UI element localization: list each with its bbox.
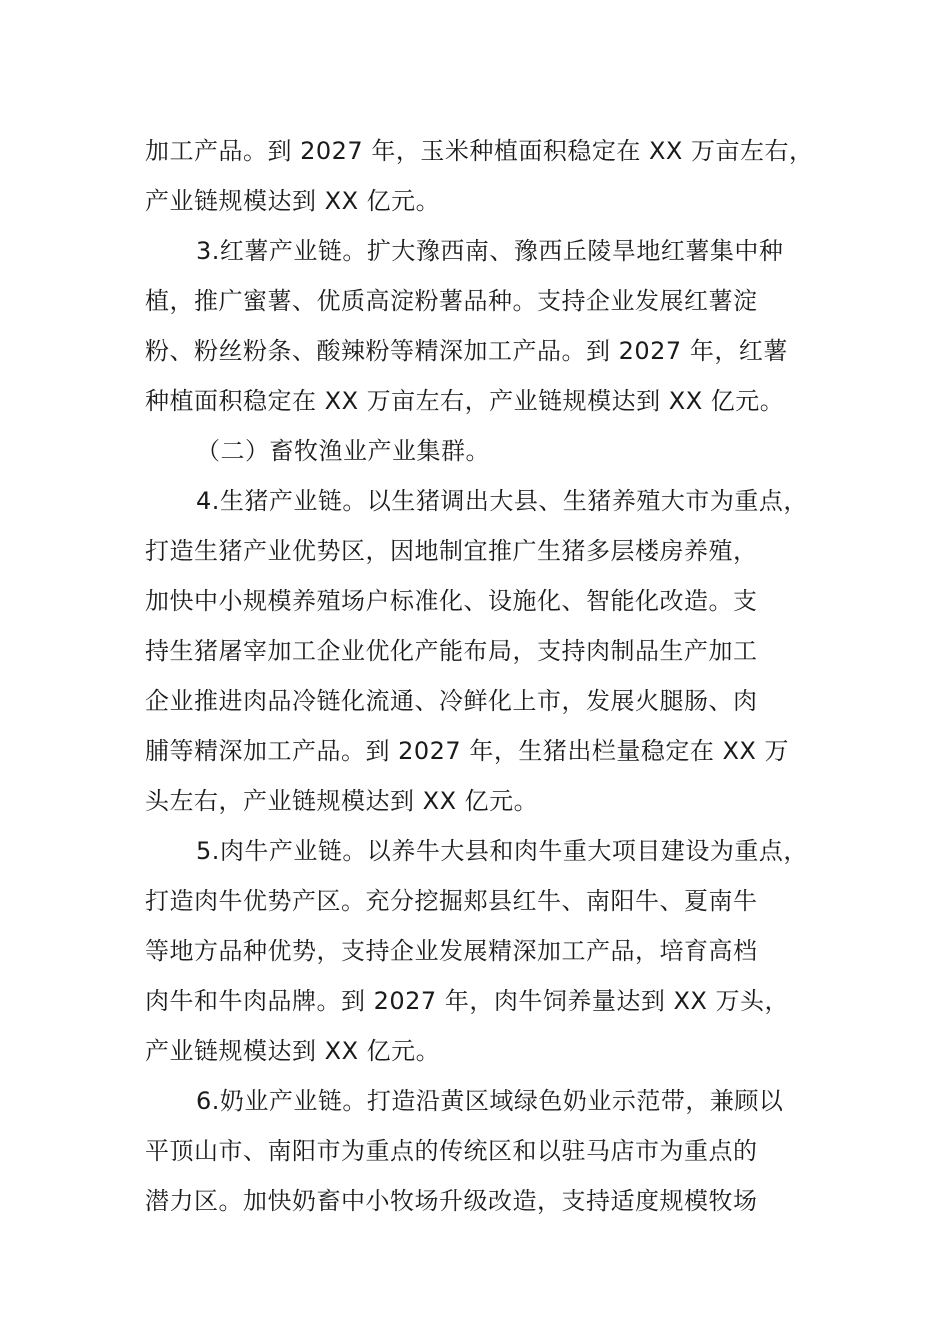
subsection-heading: （二）畜牧渔业产业集群。 <box>196 437 490 465</box>
text-line: 加快中小规模养殖场户标准化、设施化、智能化改造。支 <box>145 587 758 615</box>
text-line: 粉、粉丝粉条、酸辣粉等精深加工产品。到 2027 年，红薯 <box>145 337 788 365</box>
text-line: 脯等精深加工产品。到 2027 年，生猪出栏量稳定在 XX 万 <box>145 737 789 765</box>
section-4-heading-line: 4.生猪产业链。以生猪调出大县、生猪养殖大市为重点， <box>196 487 808 515</box>
text-line: 种植面积稳定在 XX 万亩左右，产业链规模达到 XX 亿元。 <box>145 387 785 415</box>
text-line: 持生猪屠宰加工企业优化产能布局，支持肉制品生产加工 <box>145 637 758 665</box>
text-line: 平顶山市、南阳市为重点的传统区和以驻马店市为重点的 <box>145 1137 758 1165</box>
text-line: 等地方品种优势，支持企业发展精深加工产品，培育高档 <box>145 937 758 965</box>
text-line: 肉牛和牛肉品牌。到 2027 年，肉牛饲养量达到 XX 万头， <box>145 987 789 1015</box>
text-line: 产业链规模达到 XX 亿元。 <box>145 187 441 215</box>
text-line: 加工产品。到 2027 年，玉米种植面积稳定在 XX 万亩左右， <box>145 137 814 165</box>
section-3-heading-line: 3.红薯产业链。扩大豫西南、豫西丘陵旱地红薯集中种 <box>196 237 784 265</box>
section-6-heading-line: 6.奶业产业链。打造沿黄区域绿色奶业示范带，兼顾以 <box>196 1087 784 1115</box>
text-line: 企业推进肉品冷链化流通、冷鲜化上市，发展火腿肠、肉 <box>145 687 758 715</box>
text-line: 产业链规模达到 XX 亿元。 <box>145 1037 441 1065</box>
text-line: 打造肉牛优势产区。充分挖掘郏县红牛、南阳牛、夏南牛 <box>145 887 758 915</box>
section-5-heading-line: 5.肉牛产业链。以养牛大县和肉牛重大项目建设为重点， <box>196 837 808 865</box>
text-line: 植，推广蜜薯、优质高淀粉薯品种。支持企业发展红薯淀 <box>145 287 758 315</box>
text-line: 头左右，产业链规模达到 XX 亿元。 <box>145 787 539 815</box>
text-line: 潜力区。加快奶畜中小牧场升级改造，支持适度规模牧场 <box>145 1187 758 1215</box>
text-line: 打造生猪产业优势区，因地制宜推广生猪多层楼房养殖， <box>145 537 758 565</box>
